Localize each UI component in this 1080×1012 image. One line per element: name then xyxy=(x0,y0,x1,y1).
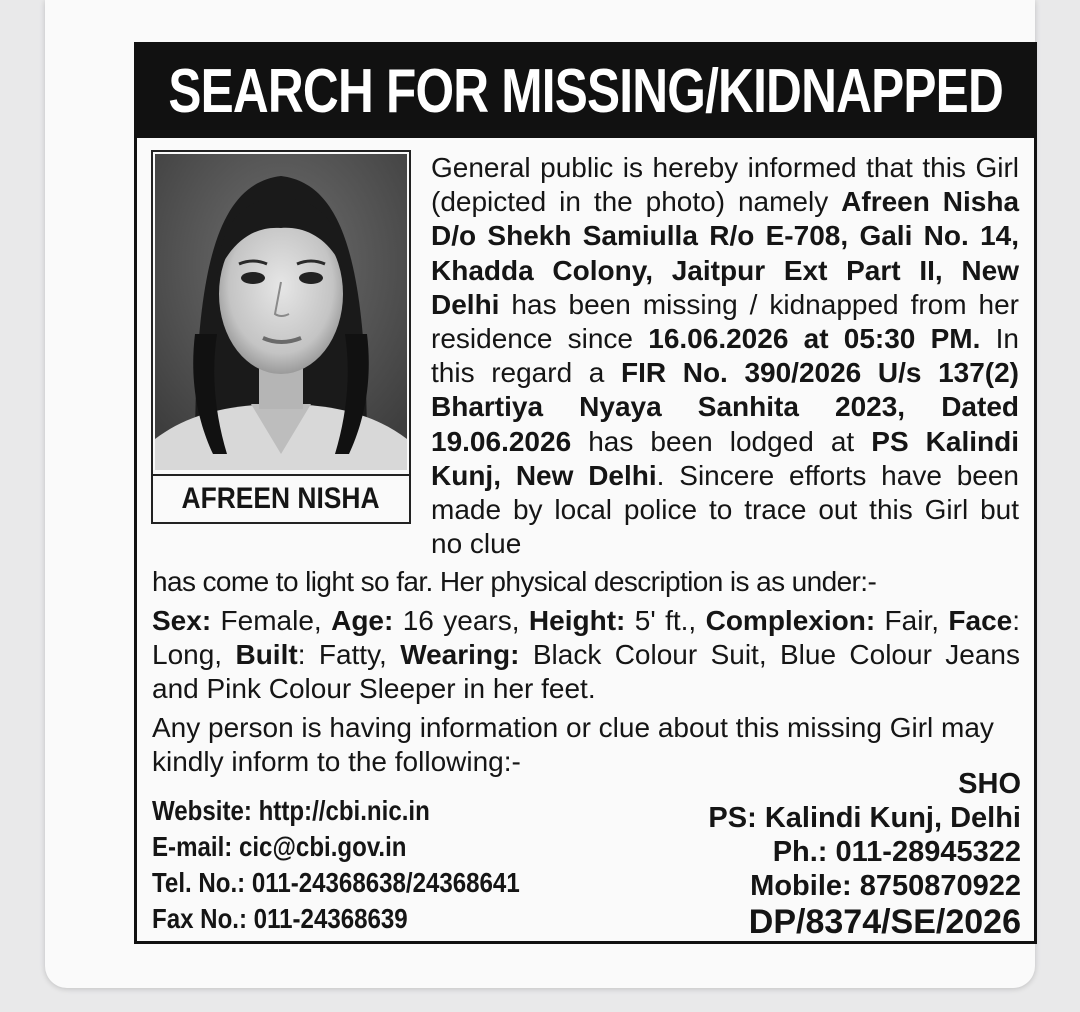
photo-caption xyxy=(153,474,409,522)
intro-text-1: General public is hereby informed that this Girl (depicted in the photo) namely xyxy=(431,152,1019,218)
person-identity: Afreen Nisha D/o Shekh Samiulla R/o E-708, Gali No. 14, Khadda Colony, Jaitpur Ext Part II, New Delhi xyxy=(431,186,1020,320)
appeal-paragraph: Any person is having information or clue about this missing Girl may kindly inform to the following:- xyxy=(152,712,994,778)
height-label: Height: xyxy=(528,605,626,636)
intro-text-5: . Sincere efforts have been made by local police to trace out this Girl but no clue xyxy=(431,459,1019,560)
age-value: 16 years, xyxy=(393,605,529,636)
sex-value: Female, xyxy=(211,605,332,636)
email-link[interactable]: E-mail: cic@cbi.gov.in xyxy=(152,831,407,862)
intro-text-4: has been lodged at xyxy=(571,425,872,457)
sex-label: Sex: xyxy=(152,605,212,636)
physical-description xyxy=(152,604,1020,707)
notice-card xyxy=(45,0,1035,988)
telephone-number: Tel. No.: 011-24368638/24368641 xyxy=(152,867,520,898)
photo-frame xyxy=(151,150,411,524)
intro-text-3: In this regard a xyxy=(431,323,1019,389)
fax-number: Fax No.: 011-24368639 xyxy=(152,903,408,934)
complexion-value: Fair, xyxy=(875,605,949,636)
missing-person-name: AFREEN NISHA xyxy=(181,482,380,515)
cbi-contact-block xyxy=(152,793,580,937)
intro-paragraph xyxy=(431,151,1019,561)
built-value: : Fatty, xyxy=(297,639,401,671)
complexion-label: Complexion: xyxy=(705,605,876,636)
title-banner xyxy=(137,45,1034,138)
website-link[interactable]: Website: http://cbi.nic.in xyxy=(152,795,430,826)
built-label: Built xyxy=(235,639,298,671)
wearing-value: Black Colour Suit, Blue Colour Jeans and Pink Colour Sleeper in her feet. xyxy=(152,639,1020,705)
notice-title: SEARCH FOR MISSING/KIDNAPPED xyxy=(168,57,1003,126)
wearing-label: Wearing: xyxy=(400,639,520,671)
police-station: PS Kalindi Kunj, New Delhi xyxy=(431,425,1020,491)
intro-text-2: has been missing / kidnapped from her residence since xyxy=(431,288,1019,355)
face-label: Face xyxy=(948,605,1013,636)
sho-title: SHO xyxy=(958,768,1021,800)
fir-details: FIR No. 390/2026 U/s 137(2) Bhartiya Nyaya Sanhita 2023, Dated 19.06.2026 xyxy=(431,357,1020,457)
height-value: 5' ft., xyxy=(625,605,706,636)
mobile-number: Mobile: 8750870922 xyxy=(750,870,1021,902)
police-station-address: PS: Kalindi Kunj, Delhi xyxy=(708,802,1021,834)
face-value: : Long, xyxy=(152,605,1021,671)
intro-tail: has come to light so far. Her physical description is as under:- xyxy=(152,566,877,597)
dp-reference-number: DP/8374/SE/2026 xyxy=(748,903,1021,941)
portrait-image xyxy=(155,154,407,470)
missing-girl-photo xyxy=(155,154,407,470)
age-label: Age: xyxy=(331,605,394,636)
phone-number: Ph.: 011-28945322 xyxy=(772,836,1021,868)
sho-contact-block xyxy=(708,767,1021,941)
missing-since-date: 16.06.2026 at 05:30 PM. xyxy=(648,323,981,355)
missing-person-notice xyxy=(134,42,1037,944)
